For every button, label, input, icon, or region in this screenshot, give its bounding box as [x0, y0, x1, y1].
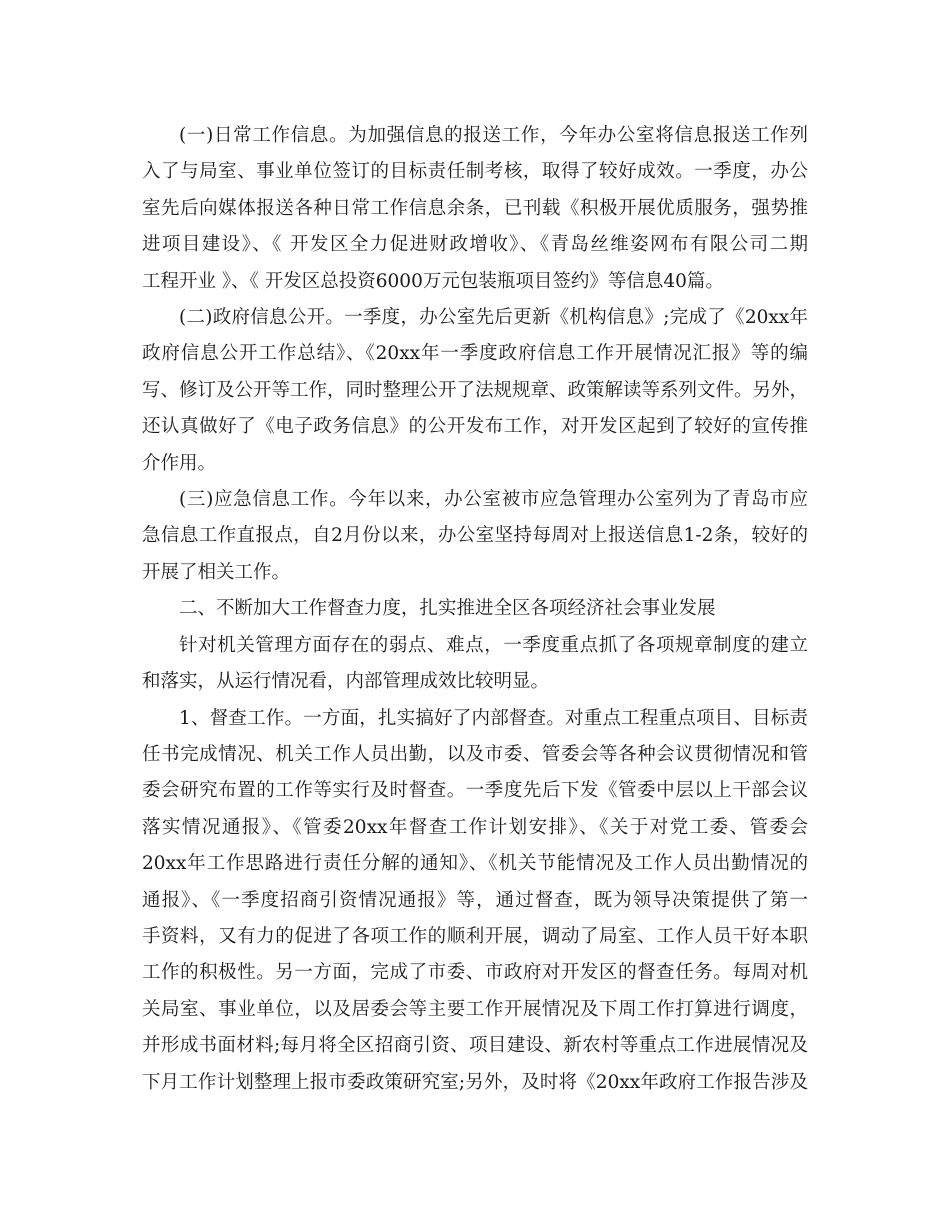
text-line: 介作用。: [142, 452, 217, 474]
text-line: 下月工作计划整理上报市委政策研究室;另外，及时将《20xx年政府工作报告涉及: [142, 1071, 808, 1093]
document-body: [142, 118, 808, 1101]
text-line: 任书完成情况、机关工作人员出勤，以及市委、管委会等各种会议贯彻情况和管: [142, 743, 808, 765]
text-line: 通报》、《一季度招商引资情况通报》等，通过督查，既为领导决策提供了第一: [142, 889, 808, 911]
text-line: 并形成书面材料;每月将全区招商引资、项目建设、新农村等重点工作进展情况及: [142, 1035, 808, 1057]
text-line: 工作的积极性。另一方面，完成了市委、市政府对开发区的督查任务。每周对机: [142, 962, 808, 984]
text-line: 手资料，又有力的促进了各项工作的顺利开展，调动了局室、工作人员干好本职: [142, 925, 808, 947]
text-line: 关局室、事业单位，以及居委会等主要工作开展情况及下周工作打算进行调度，: [142, 998, 808, 1020]
text-line: 开展了相关工作。: [142, 561, 291, 583]
text-line: 和落实，从运行情况看，内部管理成效比较明显。: [142, 671, 550, 693]
paragraph: [142, 482, 808, 591]
text-line: 还认真做好了《电子政务信息》的公开发布工作，对开发区起到了较好的宣传推: [142, 416, 808, 438]
text-line: 入了与局室、事业单位签订的目标责任制考核，取得了较好成效。一季度，办公: [142, 161, 808, 183]
text-line: (一)日常工作信息。为加强信息的报送工作，今年办公室将信息报送工作列: [179, 125, 808, 146]
text-line: 急信息工作直报点，自2月份以来，办公室坚持每周对上报送信息1-2条，较好的: [142, 525, 808, 547]
text-line: 1、督查工作。一方面，扎实搞好了内部督查。对重点工程重点项目、目标责: [179, 707, 808, 729]
text-line: 针对机关管理方面存在的弱点、难点，一季度重点抓了各项规章制度的建立: [179, 634, 808, 656]
text-line: 政府信息公开工作总结》、《20xx年一季度政府信息工作开展情况汇报》等的编: [142, 343, 808, 365]
text-line: (二)政府信息公开。一季度，办公室先后更新《机构信息》;完成了《20xx年: [179, 307, 808, 329]
paragraph: [142, 300, 808, 482]
text-line: 二、不断加大工作督查力度，扎实推进全区各项经济社会事业发展: [179, 598, 716, 620]
text-line: 进项目建设》、《 开发区全力促进财政增收》、《青岛丝维姿网布有限公司二期: [142, 234, 808, 256]
text-line: 委会研究布置的工作等实行及时督查。一季度先后下发《管委中层以上干部会议: [142, 780, 808, 802]
text-line: 写、修订及公开等工作，同时整理公开了法规规章、政策解读等系列文件。另外，: [142, 379, 809, 401]
paragraph: [142, 118, 808, 300]
text-line: 室先后向媒体报送各种日常工作信息余条，已刊载《积极开展优质服务，强势推: [142, 197, 808, 219]
paragraph: [142, 701, 808, 1101]
text-line: (三)应急信息工作。今年以来，办公室被市应急管理办公室列为了青岛市应: [179, 489, 808, 511]
text-line: 落实情况通报》、《管委20xx年督查工作计划安排》、《关于对党工委、管委会: [142, 816, 808, 838]
paragraph: [142, 628, 808, 701]
paragraph: [142, 591, 808, 627]
text-line: 工程开业 》、《 开发区总投资6000万元包装瓶项目签约》等信息40篇。: [142, 270, 724, 292]
text-line: 20xx年工作思路进行责任分解的通知》、《机关节能情况及工作人员出勤情况的: [142, 853, 808, 875]
